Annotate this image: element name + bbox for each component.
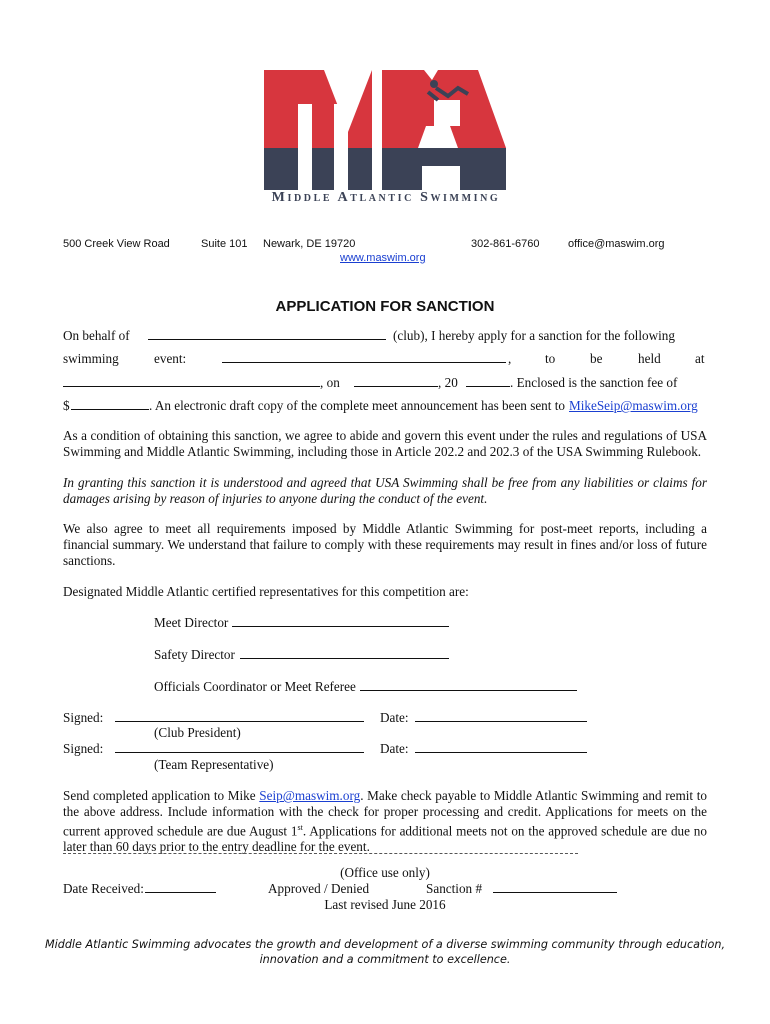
send-text-1: Send completed application to Mike	[63, 788, 260, 803]
year-prefix: , 20	[438, 375, 458, 390]
representatives-intro: Designated Middle Atlantic certified representatives for this competition are:	[63, 584, 469, 599]
email: office@maswim.org	[568, 238, 665, 250]
requirements-paragraph: We also agree to meet all requirements imposed by Middle Atlantic Swimming for post-meet reports, including a financial summary. We understand that failure to comply with these requirements may result in fines and/or loss of future sanctions.	[63, 521, 707, 568]
last-revised: Last revised June 2016	[324, 897, 446, 912]
send-text-3: . Applications for additional meets not on the approved schedule are due no later than 60 days prior to the entry deadline for the event.	[63, 823, 707, 855]
dollar-sign: $	[63, 398, 70, 413]
date-field-2[interactable]	[415, 741, 587, 753]
suite: Suite 101	[201, 238, 248, 250]
signed-label-1: Signed:	[63, 710, 104, 725]
office-use-heading: (Office use only)	[340, 865, 430, 880]
divider	[63, 853, 578, 854]
draft-text: . An electronic draft copy of the complete meet announcement has been sent to	[149, 398, 565, 413]
footer-line-2: innovation and a commitment to excellence.	[259, 953, 511, 966]
draft-email-link[interactable]: MikeSeip@maswim.org	[569, 398, 698, 413]
safety-director-label: Safety Director	[154, 647, 235, 662]
enclosed-text: . Enclosed is the sanction fee of	[510, 375, 678, 390]
phone: 302-861-6760	[471, 238, 540, 250]
club-name-field[interactable]	[148, 328, 386, 340]
club-president-signature-field[interactable]	[115, 710, 364, 722]
date-label-1: Date:	[380, 710, 409, 725]
safety-director-field[interactable]	[240, 647, 449, 659]
team-rep-caption: (Team Representative)	[154, 757, 274, 772]
date-label-2: Date:	[380, 741, 409, 756]
org-name: Middle Atlantic Swimming	[271, 190, 501, 205]
page-title: APPLICATION FOR SANCTION	[275, 298, 495, 315]
officials-coordinator-label: Officials Coordinator or Meet Referee	[154, 679, 356, 694]
to-word: to	[545, 351, 556, 366]
fee-field[interactable]	[71, 398, 149, 410]
on-word: , on	[320, 375, 340, 390]
send-text-2: . Make check payable to Middle Atlantic Swimming and remit to the above address. Include information with the check for proper processing and credit. Applications for meets on the current approved schedule are due August 1	[63, 788, 707, 839]
event-name-field[interactable]	[222, 351, 506, 363]
mas-logo	[262, 70, 508, 210]
be-word: be	[590, 351, 603, 366]
meet-director-label: Meet Director	[154, 615, 229, 630]
held-word: held	[638, 351, 661, 366]
date-field-1[interactable]	[415, 710, 587, 722]
send-email-link[interactable]: Seip@maswim.org	[259, 788, 361, 803]
at-word: at	[695, 351, 705, 366]
location-field[interactable]	[63, 375, 320, 387]
swimming-label: swimming	[63, 351, 119, 366]
team-rep-signature-field[interactable]	[115, 741, 364, 753]
date-received-label: Date Received:	[63, 881, 144, 896]
approved-denied: Approved / Denied	[268, 881, 370, 896]
website-link[interactable]: www.maswim.org	[340, 252, 426, 264]
club-president-caption: (Club President)	[154, 725, 241, 740]
city: Newark, DE 19720	[263, 238, 356, 250]
footer-line-1: Middle Atlantic Swimming advocates the growth and development of a diverse swimming community through education,	[44, 938, 726, 951]
liability-paragraph: In granting this sanction it is understood and agreed that USA Swimming shall be free from any liabilities or claims for damages arising by reason of injuries to anyone during the conduct of the event.	[63, 475, 707, 506]
date-received-field[interactable]	[145, 881, 216, 893]
send-paragraph	[63, 788, 707, 855]
club-apply-text: (club), I hereby apply for a sanction for the following	[393, 328, 675, 343]
on-behalf-label: On behalf of	[63, 328, 130, 343]
event-label: event:	[154, 351, 187, 366]
meet-director-field[interactable]	[232, 615, 449, 627]
mas-logo-graphic	[262, 70, 508, 190]
signed-label-2: Signed:	[63, 741, 104, 756]
date-field[interactable]	[354, 375, 438, 387]
condition-paragraph: As a condition of obtaining this sanction, we agree to abide and govern this event under the rules and regulations of USA Swimming and Middle Atlantic Swimming, including those in Article 202.2 and 202.3 of the USA Swimming Rulebook.	[63, 428, 707, 459]
sanction-number-field[interactable]	[493, 881, 617, 893]
officials-coordinator-field[interactable]	[360, 679, 577, 691]
street-address: 500 Creek View Road	[63, 238, 170, 250]
sanction-number-label: Sanction #	[426, 881, 483, 896]
year-field[interactable]	[466, 375, 510, 387]
send-superscript: st	[297, 823, 303, 832]
footer-mission	[0, 937, 770, 967]
